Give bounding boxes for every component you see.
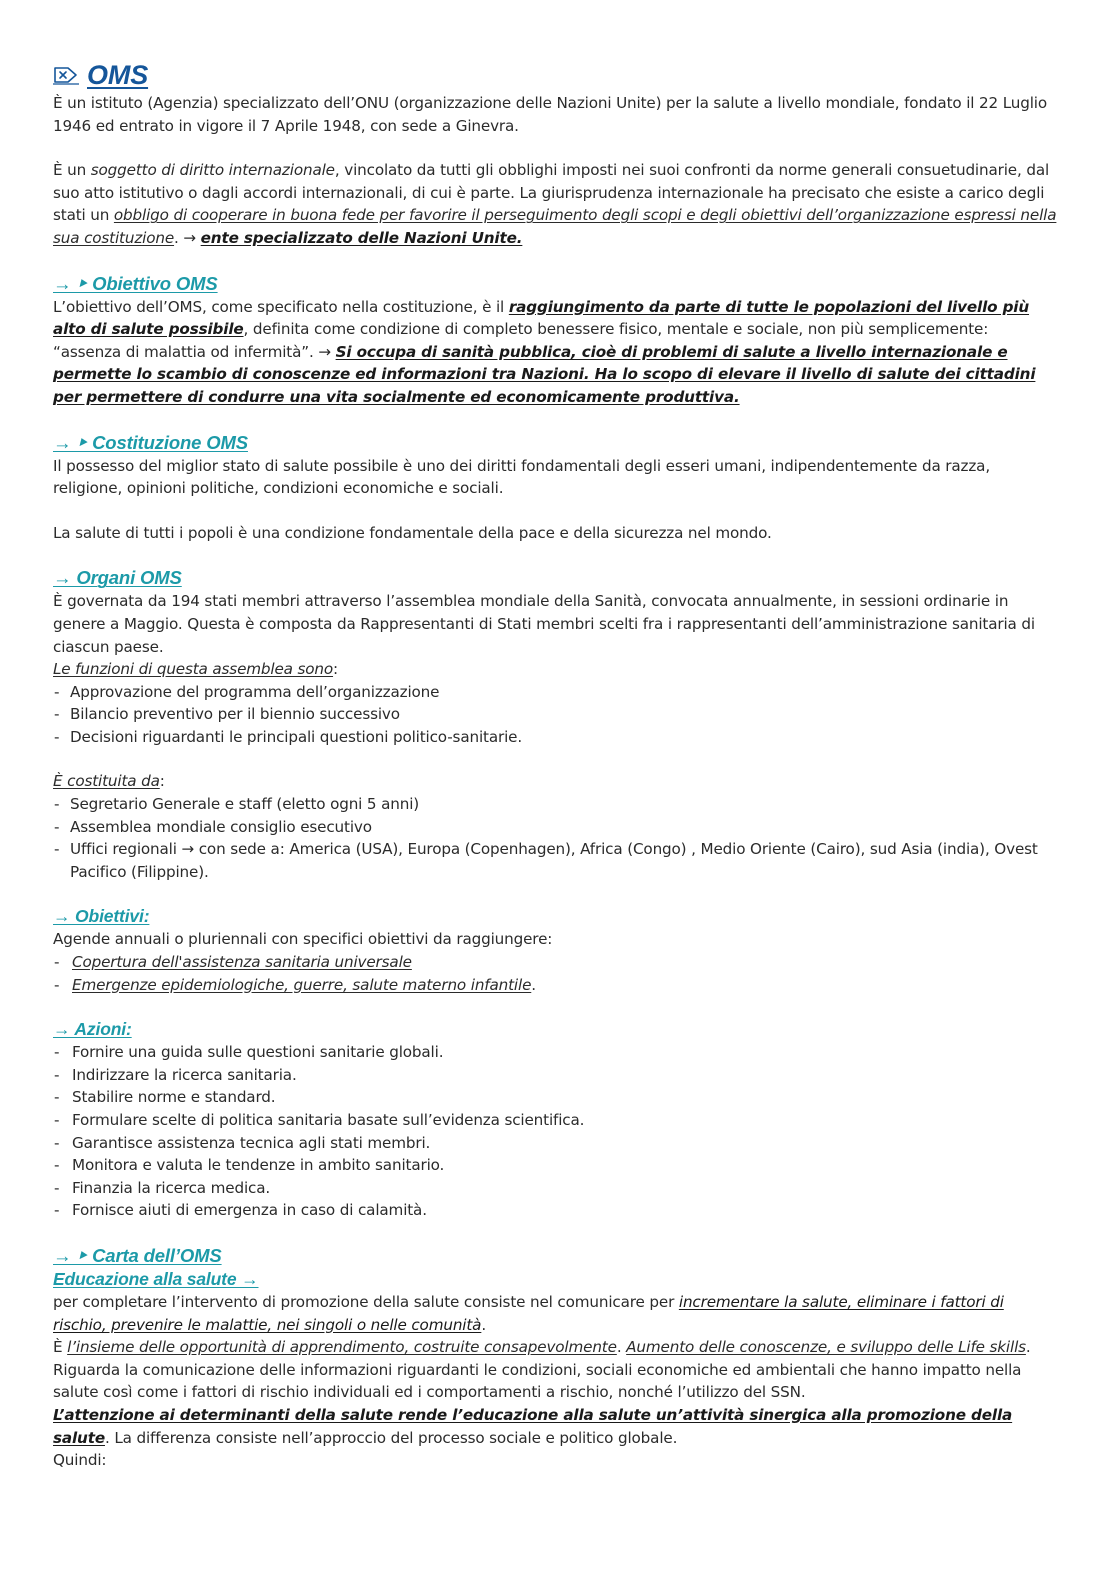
azioni-list	[53, 1041, 1058, 1222]
heading-costituzione-oms: → ‣ Costituzione OMS	[53, 431, 248, 453]
list-item: - Formulare scelte di politica sanitaria basate sull’evidenza scientifica.	[53, 1109, 1058, 1132]
label-tag-icon	[53, 65, 79, 85]
document-body	[53, 58, 1058, 1472]
obiettivo-paragraph: L’obiettivo dell’OMS, come specificato nella costituzione, è il raggiungimento da parte di tutte le popolazioni del livello più alto di salute possibile, definita come condizione di completo benessere fisico, mentale e sociale, non più semplicemente: “assenza di malattia od infermità”. → Si occupa di sanità pubblica, cioè di problemi di salute a livello internazionale e permette lo scambio di conoscenze ed informazioni tra Nazioni. Ha lo scopo di elevare il livello di salute dei cittadini per permettere di condurre una vita socialmente ed economicamente produttiva.	[53, 297, 1036, 406]
list-item: - Copertura dell'assistenza sanitaria universale	[53, 951, 1058, 974]
educazione-paragraph-1: per completare l’intervento di promozione della salute consiste nel comunicare per incrementare la salute, eliminare i fattori di rischio, prevenire le malattie, nei singoli o nelle comunità.	[53, 1292, 1004, 1334]
list-item: - Fornisce aiuti di emergenza in caso di calamità.	[53, 1199, 1058, 1222]
educazione-paragraph-4: L’attenzione ai determinanti della salute rende l’educazione alla salute un’attività sinergica alla promozione della salute. La differenza consiste nell’approccio del processo sociale e politico globale.	[53, 1405, 1013, 1447]
funzioni-label: Le funzioni di questa assemblea sono:	[53, 660, 338, 679]
list-item: - Fornire una guida sulle questioni sanitarie globali.	[53, 1041, 1058, 1064]
funzioni-list	[53, 681, 1058, 749]
costituita-label: È costituita da:	[53, 772, 165, 791]
page-title	[53, 58, 1058, 92]
subheading-educazione-salute: Educazione alla salute →	[53, 1268, 259, 1289]
costituzione-paragraph-1: Il possesso del miglior stato di salute possibile è uno dei diritti fondamentali degli esseri umani, indipendentemente da razza, religione, opinioni politiche, condizioni economiche e sociali.	[53, 456, 991, 498]
educazione-paragraph-2: È l’insieme delle opportunità di apprendimento, costruite consapevolmente. Aumento delle conoscenze, e sviluppo delle Life skills.	[53, 1338, 1031, 1357]
educazione-paragraph-5: Quindi:	[53, 1451, 107, 1470]
educazione-paragraph-3: Riguarda la comunicazione delle informazioni riguardanti le condizioni, sociali economiche ed ambientali che hanno impatto nella salute così come i fattori di rischio individuali ed i comportamenti a rischio, nonché l’utilizzo del SSN.	[53, 1360, 1022, 1402]
heading-obiettivi: → Obiettivi:	[53, 906, 150, 927]
list-item: - Approvazione del programma dell’organizzazione	[53, 681, 1058, 704]
organi-paragraph: È governata da 194 stati membri attraverso l’assemblea mondiale della Sanità, convocata annualmente, in sessioni ordinarie in genere a Maggio. Questa è composta da Rappresentanti di Stati membri scelti fra i rappresentanti dell’amministrazione sanitaria di ciascun paese.	[53, 592, 1035, 656]
list-item: - Monitora e valuta le tendenze in ambito sanitario.	[53, 1154, 1058, 1177]
list-item: - Emergenze epidemiologiche, guerre, salute materno infantile.	[53, 974, 1058, 997]
heading-obiettivo-oms: → ‣ Obiettivo OMS	[53, 272, 218, 294]
list-item: - Bilancio preventivo per il biennio successivo	[53, 703, 1058, 726]
heading-carta-oms: → ‣ Carta dell’OMS	[53, 1244, 222, 1266]
obiettivi-list	[53, 951, 1058, 996]
list-item: - Garantisce assistenza tecnica agli stati membri.	[53, 1132, 1058, 1155]
list-item: - Uffici regionali → con sede a: America (USA), Europa (Copenhagen), Africa (Congo) , Medio Oriente (Cairo), sud Asia (india), Ovest Pacifico (Filippine).	[53, 838, 1058, 883]
page-title-text: OMS	[87, 59, 149, 90]
intro-paragraph: È un istituto (Agenzia) specializzato dell’ONU (organizzazione delle Nazioni Unite) per la salute a livello mondiale, fondato il 22 Luglio 1946 ed entrato in vigore il 7 Aprile 1948, con sede a Ginevra.	[53, 94, 1048, 135]
heading-azioni: → Azioni:	[53, 1019, 132, 1040]
list-item: - Segretario Generale e staff (eletto ogni 5 anni)	[53, 793, 1058, 816]
costituita-list	[53, 793, 1058, 883]
list-item: - Finanzia la ricerca medica.	[53, 1177, 1058, 1200]
list-item: - Indirizzare la ricerca sanitaria.	[53, 1064, 1058, 1087]
costituzione-paragraph-2: La salute di tutti i popoli è una condizione fondamentale della pace e della sicurezza nel mondo.	[53, 523, 772, 542]
obiettivi-intro: Agende annuali o pluriennali con specifici obiettivi da raggiungere:	[53, 930, 553, 949]
heading-organi-oms: → Organi OMS	[53, 567, 182, 589]
list-item: - Stabilire norme e standard.	[53, 1086, 1058, 1109]
legal-status-paragraph: È un soggetto di diritto internazionale, vincolato da tutti gli obblighi imposti nei suoi confronti da norme generali consuetudinarie, dal suo atto istitutivo o dagli accordi internazionali, di cui è parte. La giurisprudenza internazionale ha precisato che esiste a carico degli stati un obbligo di cooperare in buona fede per favorire il perseguimento degli scopi e degli obiettivi dell’organizzazione espressi nella sua costituzione. → ente specializzato delle Nazioni Unite.	[53, 161, 1057, 247]
list-item: - Decisioni riguardanti le principali questioni politico-sanitarie.	[53, 726, 1058, 749]
list-item: - Assemblea mondiale consiglio esecutivo	[53, 816, 1058, 839]
